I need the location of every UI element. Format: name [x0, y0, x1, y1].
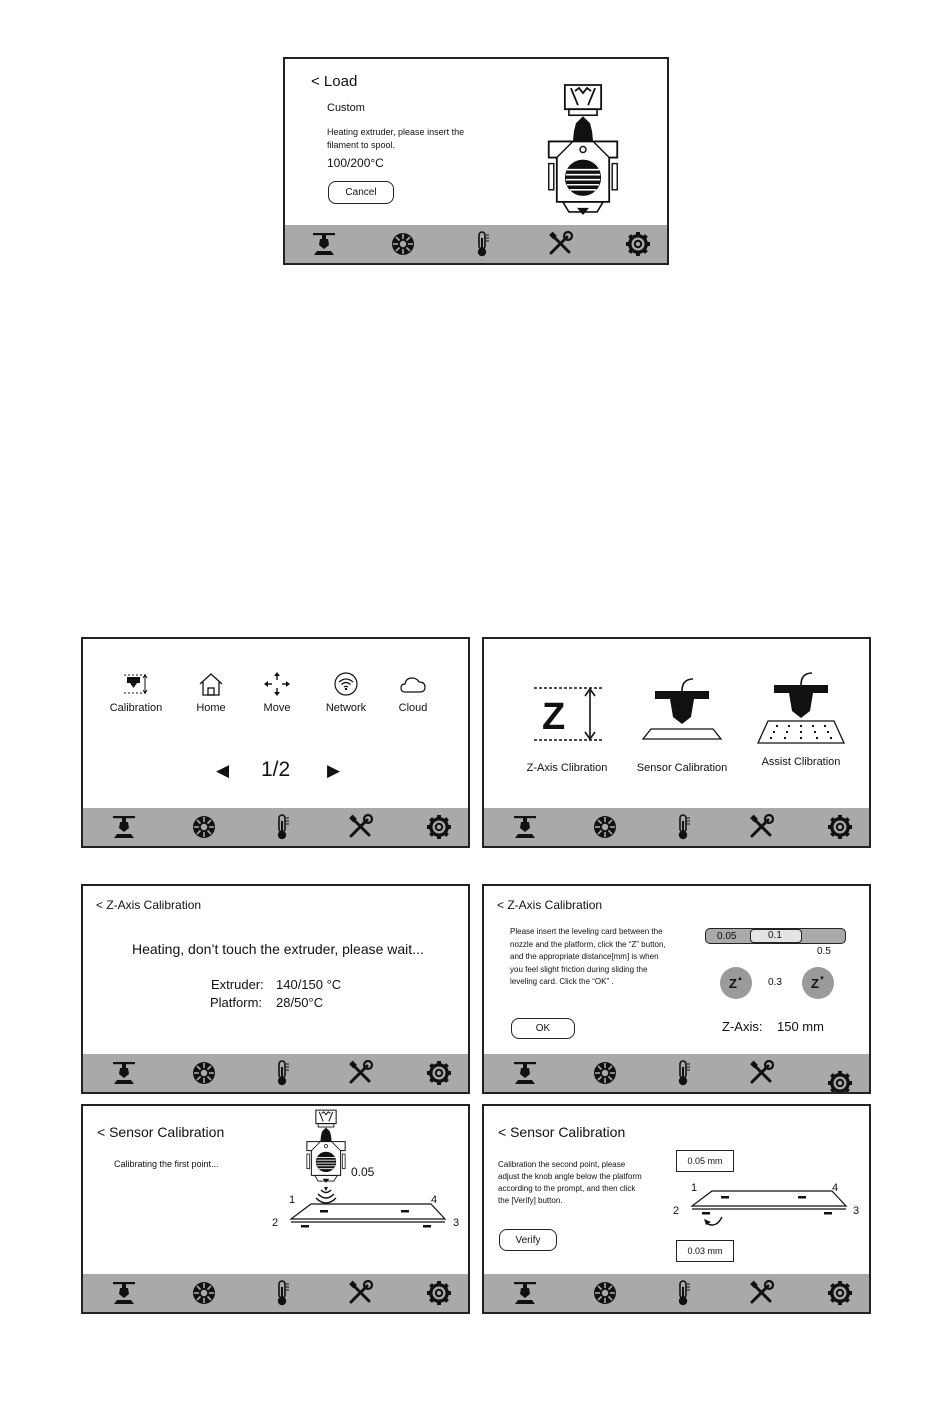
page-indicator: 1/2 [261, 758, 291, 781]
z-axis-label: Z-Axis: [722, 1019, 763, 1034]
prev-page-button[interactable]: ◀ [216, 761, 230, 780]
heating-message: Heating extruder, please insert the filament to spool. [327, 127, 465, 150]
heating-message: Heating, don’t touch the extruder, please wait... [132, 941, 424, 957]
back-title[interactable]: < Sensor Calibration [498, 1124, 626, 1140]
corner-label-4: 4 [832, 1182, 839, 1194]
menu-item-label: Cloud [398, 702, 428, 714]
bottom-nav [285, 225, 667, 263]
option-label: Z-Axis Clibration [526, 762, 608, 774]
load-screen [283, 57, 669, 265]
menu-item-network[interactable] [316, 671, 376, 714]
assist-calibration-icon [746, 671, 856, 747]
calibration-options-screen [482, 637, 871, 848]
tools-icon[interactable] [345, 1058, 375, 1088]
option-label: Assist Clibration [761, 756, 841, 768]
instructions-text: Please insert the leveling card between the nozzle and the platform, click the “Z” button, and the appropriate distance[mm] is when you feel slight friction during sliding the leveling card. Click the “OK” . [510, 927, 666, 986]
wifi-icon [332, 671, 360, 697]
status-text: Calibrating the first point... [114, 1159, 219, 1169]
menu-item-cloud[interactable] [383, 671, 443, 714]
bottom-distance-box: 0.03 mm [676, 1240, 734, 1262]
corner-label-2: 2 [272, 1217, 279, 1229]
z-axis-icon [512, 677, 622, 747]
option-z-axis[interactable] [512, 677, 622, 774]
filament-spool-icon[interactable] [189, 1278, 219, 1308]
calibration-icon [121, 671, 151, 697]
bottom-nav [83, 808, 468, 846]
ok-button[interactable]: OK [511, 1018, 575, 1039]
arrow-up-icon: ▲ [737, 976, 743, 982]
menu-item-label: Move [263, 702, 291, 714]
arrow-down-icon: ▼ [819, 976, 825, 982]
sensor-second-point-screen [482, 1104, 871, 1314]
menu-item-calibration[interactable] [105, 671, 167, 714]
move-arrows-icon [263, 671, 291, 697]
next-page-button[interactable]: ▶ [327, 761, 341, 780]
platform-temp: 28/50°C [276, 995, 324, 1010]
printer-icon[interactable] [109, 1058, 139, 1088]
offset-value: 0.3 [768, 977, 782, 988]
settings-gear-icon[interactable] [424, 1058, 454, 1088]
thermometer-icon[interactable] [267, 1058, 297, 1088]
thermometer-icon[interactable] [668, 812, 698, 842]
knob-rotate-arrow-icon [702, 1213, 726, 1231]
platform-label: Platform: [210, 995, 263, 1010]
tools-icon[interactable] [345, 1278, 375, 1308]
mode-label: Custom [327, 102, 365, 114]
filament-spool-icon[interactable] [590, 812, 620, 842]
menu-item-move[interactable] [247, 671, 307, 714]
back-title[interactable]: < Z-Axis Calibration [96, 898, 202, 912]
filament-spool-icon[interactable] [590, 1058, 620, 1088]
step-option[interactable]: 0.5 [817, 946, 831, 957]
back-title[interactable]: < Load [311, 73, 358, 90]
settings-gear-icon[interactable] [825, 1278, 855, 1308]
temperature-readout: 100/200°C [327, 156, 384, 170]
printer-icon[interactable] [510, 1058, 540, 1088]
settings-gear-icon[interactable] [825, 812, 855, 842]
bottom-nav [83, 1054, 468, 1092]
settings-gear-icon[interactable] [623, 229, 653, 259]
distance-reading: 0.05 [351, 1165, 375, 1179]
menu-item-label: Calibration [109, 702, 163, 714]
settings-gear-icon[interactable] [424, 1278, 454, 1308]
home-icon [197, 671, 225, 697]
top-distance-box: 0.05 mm [676, 1150, 734, 1172]
corner-label-3: 3 [453, 1217, 460, 1229]
menu-item-label: Home [196, 702, 226, 714]
thermometer-icon[interactable] [668, 1278, 698, 1308]
extruder-illustration [296, 1109, 356, 1185]
extruder-illustration [539, 83, 627, 219]
svg-text:Z: Z [542, 696, 566, 738]
bottom-nav [83, 1274, 468, 1312]
back-title[interactable]: < Sensor Calibration [97, 1124, 225, 1140]
step-option[interactable]: 0.05 [717, 931, 737, 942]
filament-spool-icon[interactable] [189, 812, 219, 842]
z-up-button[interactable] [720, 967, 752, 999]
back-title[interactable]: < Z-Axis Calibration [497, 898, 603, 912]
tools-icon[interactable] [345, 812, 375, 842]
printer-icon[interactable] [510, 1278, 540, 1308]
extruder-label: Extruder: [211, 977, 264, 992]
corner-label-1: 1 [691, 1182, 698, 1194]
settings-gear-icon[interactable] [424, 812, 454, 842]
tools-icon[interactable] [545, 229, 575, 259]
thermometer-icon[interactable] [267, 812, 297, 842]
corner-label-4: 4 [431, 1194, 438, 1206]
cancel-button[interactable]: Cancel [328, 181, 394, 204]
extruder-temp: 140/150 °C [276, 977, 342, 992]
tools-icon[interactable] [746, 1278, 776, 1308]
tools-icon[interactable] [746, 1058, 776, 1088]
thermometer-icon[interactable] [668, 1058, 698, 1088]
bottom-nav [484, 808, 869, 846]
corner-label-3: 3 [853, 1205, 860, 1217]
printer-icon[interactable] [309, 229, 339, 259]
tools-menu-screen [81, 637, 470, 848]
printer-icon[interactable] [109, 1278, 139, 1308]
corner-label-2: 2 [673, 1205, 680, 1217]
filament-spool-icon[interactable] [590, 1278, 620, 1308]
cloud-icon [399, 671, 427, 697]
instructions-text: Calibration the second point, please adjust the knob angle below the platform according to the prompt, and then click the [Verify] button. [498, 1160, 642, 1205]
z-axis-adjust-screen [482, 884, 871, 1094]
verify-button[interactable]: Verify [499, 1229, 557, 1251]
settings-gear-icon[interactable] [825, 1068, 855, 1094]
bottom-nav [484, 1274, 869, 1312]
option-sensor[interactable] [627, 677, 737, 774]
menu-item-label: Network [325, 702, 367, 714]
option-assist[interactable] [746, 671, 856, 768]
z-down-label: Z [811, 975, 819, 991]
printer-icon[interactable] [109, 812, 139, 842]
printer-icon[interactable] [510, 812, 540, 842]
tools-icon[interactable] [746, 812, 776, 842]
print-bed-diagram [283, 1201, 453, 1237]
option-label: Sensor Calibration [636, 762, 728, 774]
filament-spool-icon[interactable] [388, 229, 418, 259]
z-up-label: Z [729, 975, 737, 991]
z-down-button[interactable] [802, 967, 834, 999]
thermometer-icon[interactable] [267, 1278, 297, 1308]
filament-spool-icon[interactable] [189, 1058, 219, 1088]
corner-label-1: 1 [289, 1194, 296, 1206]
thermometer-icon[interactable] [467, 229, 497, 259]
menu-item-home[interactable] [181, 671, 241, 714]
sensor-calibration-icon [627, 677, 737, 747]
step-option-selected[interactable]: 0.1 [750, 929, 802, 943]
bottom-nav [484, 1054, 869, 1092]
z-axis-value: 150 mm [777, 1019, 824, 1034]
sensor-first-point-screen [81, 1104, 470, 1314]
z-axis-heating-screen [81, 884, 470, 1094]
